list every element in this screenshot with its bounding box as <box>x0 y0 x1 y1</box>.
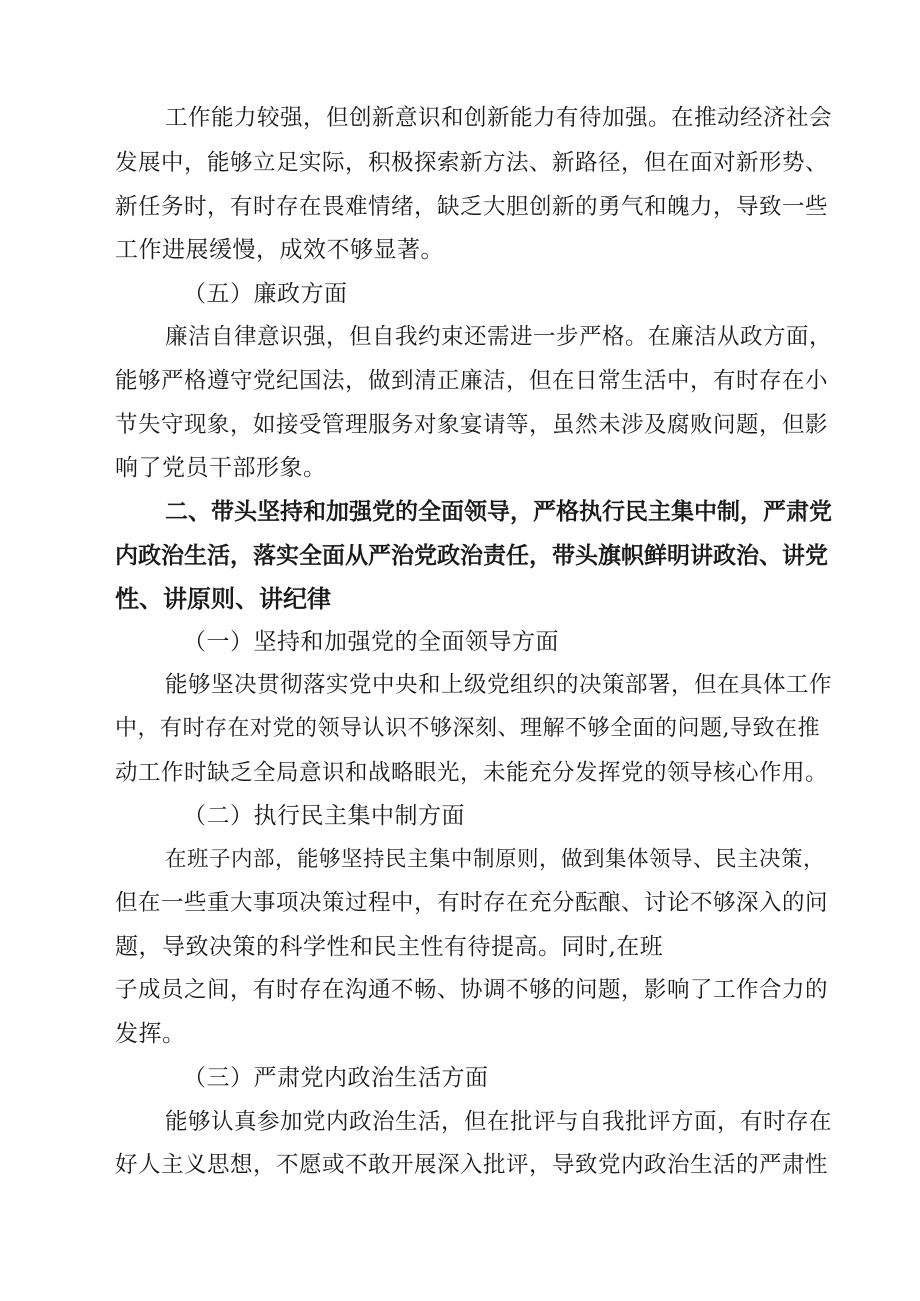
section-heading-centralism: （二）执行民主集中制方面 <box>183 803 465 829</box>
paragraph-line: 新任务时，有时存在畏难情绪，缺乏大胆创新的勇气和魄力，导致一些 <box>115 194 829 220</box>
paragraph-line: 发挥。 <box>115 1021 186 1047</box>
chapter-heading-line: 性、讲原则、讲纪律 <box>115 585 331 613</box>
paragraph-line: 发展中，能够立足实际，积极探索新方法、新路径，但在面对新形势、 <box>115 150 829 176</box>
paragraph-line: 中，有时存在对党的领导认识不够深刻、理解不够全面的问题,导致在推 <box>115 716 820 741</box>
paragraph-line: 响了党员干部形象。 <box>115 455 327 481</box>
chapter-heading-line: 二、带头坚持和加强党的全面领导，严格执行民主集中制，严肃党 <box>165 499 832 525</box>
paragraph-line: 在班子内部，能够坚持民主集中制原则，做到集体领导、民主决策， <box>165 847 826 872</box>
paragraph-line: 工作能力较强，但创新意识和创新能力有待加强。在推动经济社会 <box>165 105 833 131</box>
paragraph-line: 廉洁自律意识强，但自我约束还需进一步严格。在廉洁从政方面， <box>165 324 833 350</box>
section-heading-leadership: （一）坚持和加强党的全面领导方面 <box>183 629 559 655</box>
paragraph-line: 工作进展缓慢，成效不够显著。 <box>115 237 444 263</box>
paragraph-line: 节失守现象，如接受管理服务对象宴请等，虽然未涉及腐败问题，但影 <box>115 412 829 438</box>
paragraph-line: 子成员之间，有时存在沟通不畅、协调不够的问题，影响了工作合力的 <box>115 977 829 1003</box>
paragraph-line: 题，导致决策的科学性和民主性有待提高。同时,在班 <box>115 934 664 960</box>
paragraph-line: 但在一些重大事项决策过程中，有时存在充分酝酿、讨论不够深入的问 <box>115 890 829 916</box>
paragraph-line: 能够坚决贯彻落实党中央和上级党组织的决策部署，但在具体工作 <box>165 672 833 698</box>
paragraph-line: 好人主义思想，不愿或不敢开展深入批评，导致党内政治生活的严肃性 <box>115 1152 829 1178</box>
section-heading-political-life: （三）严肃党内政治生活方面 <box>183 1065 489 1091</box>
section-heading-lianzheng: （五）廉政方面 <box>183 281 348 307</box>
chapter-heading-line: 内政治生活，落实全面从严治党政治责任，带头旗帜鲜明讲政治、讲党 <box>115 543 828 569</box>
paragraph-line: 动工作时缺乏全局意识和战略眼光，未能充分发挥党的领导核心作用。 <box>115 760 829 786</box>
paragraph-line: 能够认真参加党内政治生活，但在批评与自我批评方面，有时存在 <box>165 1109 833 1135</box>
paragraph-line: 能够严格遵守党纪国法，做到清正廉洁，但在日常生活中，有时存在小 <box>115 368 829 394</box>
